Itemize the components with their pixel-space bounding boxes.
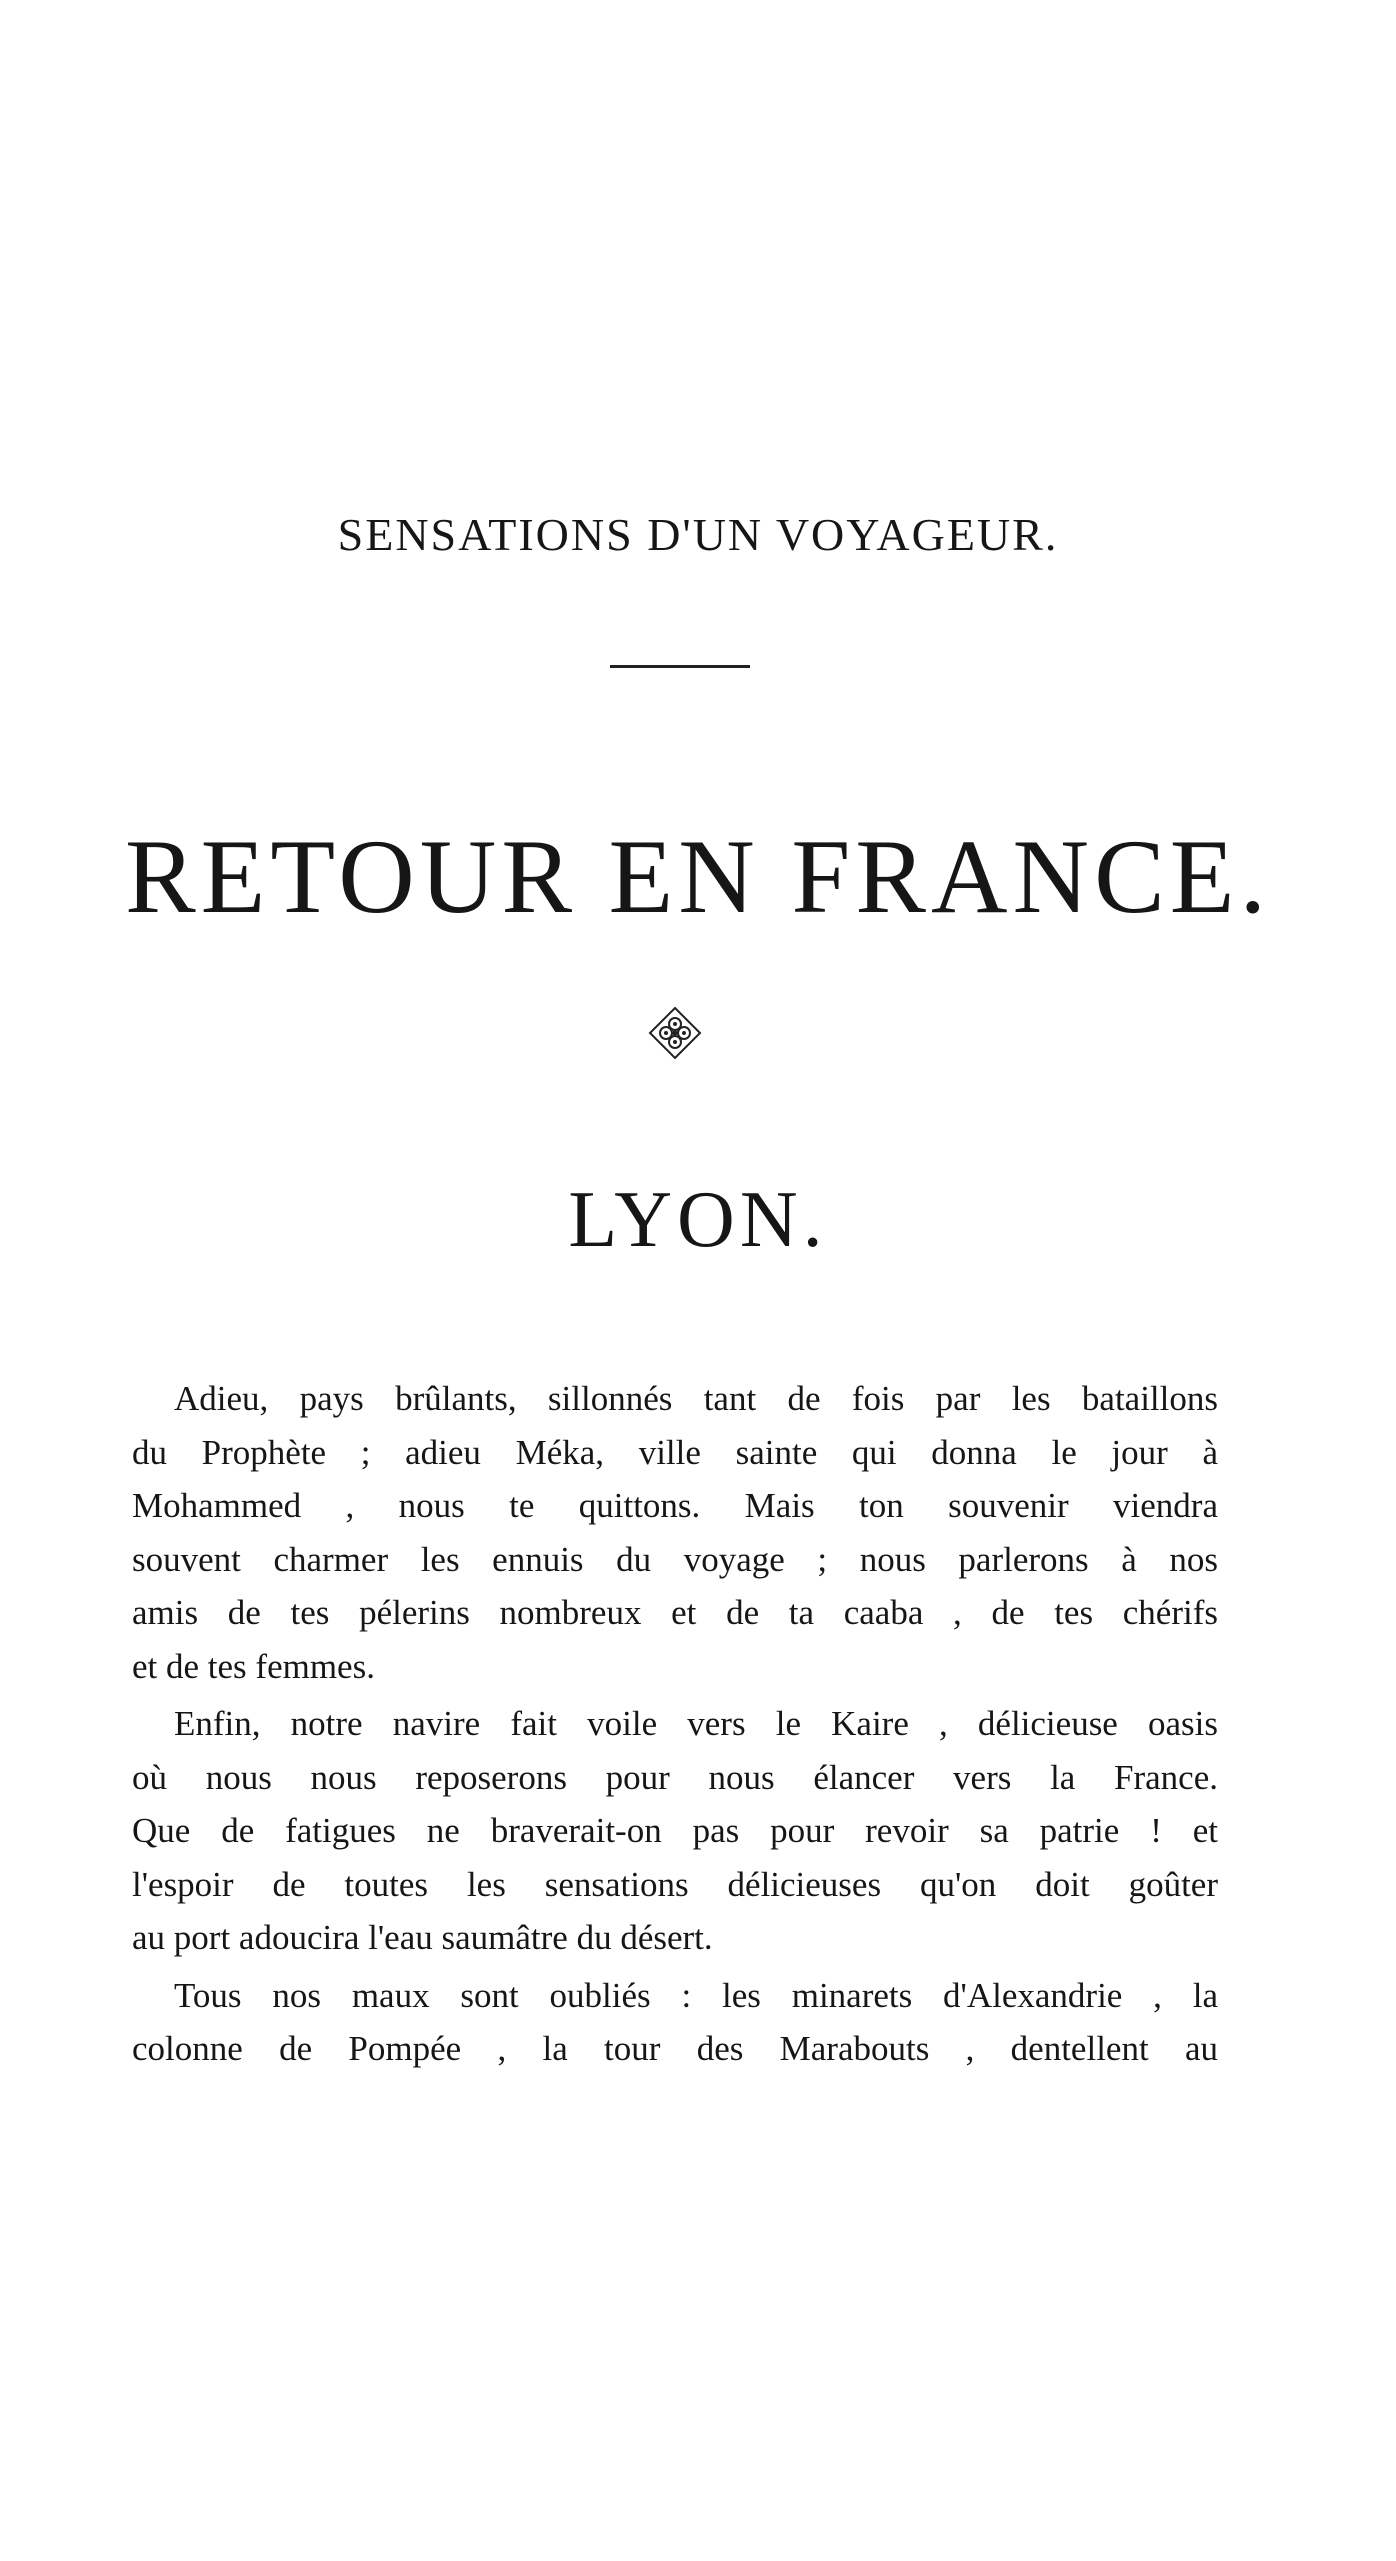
text-line: où nous nous reposerons pour nous élancer vers la France. (132, 1757, 1218, 1797)
section-heading: LYON. (568, 1176, 828, 1264)
chapter-title: RETOUR EN FRANCE. (124, 818, 1272, 935)
paragraph (132, 1969, 1218, 2076)
text-line: colonne de Pompée , la tour des Marabouts , dentellent au (132, 2029, 1218, 2068)
paragraph (132, 1697, 1218, 1965)
text-line: amis de tes pélerins nombreux et de ta caaba , de tes chérifs (132, 1593, 1218, 1632)
text-line: Mohammed , nous te quittons. Mais ton souvenir viendra (132, 1486, 1218, 1525)
text-line: Adieu, pays brûlants, sillonnés tant de fois par les bataillons (174, 1379, 1218, 1418)
text-line: au port adoucira l'eau saumâtre du désert. (132, 1918, 713, 1957)
text-line: Tous nos maux sont oubliés : les minarets d'Alexandrie , la (174, 1975, 1218, 2015)
text-line: l'espoir de toutes les sensations délicieuses qu'on doit goûter (132, 1864, 1218, 1904)
paragraph (132, 1372, 1218, 1693)
text-line: et de tes femmes. (132, 1646, 375, 1686)
text-line: Enfin, notre navire fait voile vers le Kaire , délicieuse oasis (174, 1704, 1218, 1743)
text-line: souvent charmer les ennuis du voyage ; nous parlerons à nos (132, 1539, 1218, 1579)
running-head: SENSATIONS D'UN VOYAGEUR. (337, 509, 1059, 560)
title-rule (610, 665, 750, 668)
text-line: Que de fatigues ne braverait-on pas pour revoir sa patrie ! et (132, 1811, 1218, 1850)
fleuron-ornament-icon (647, 1005, 703, 1061)
text-line: du Prophète ; adieu Méka, ville sainte qui donna le jour à (132, 1432, 1218, 1472)
body-text (132, 1372, 1218, 2080)
